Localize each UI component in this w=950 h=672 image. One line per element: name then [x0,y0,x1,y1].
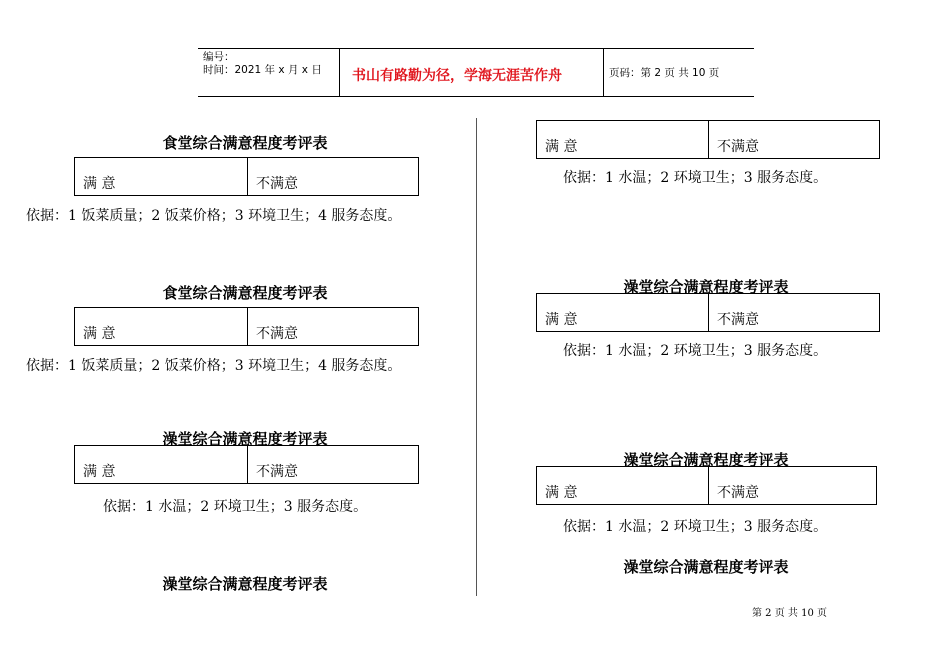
page-footer: 第 2 页 共 10 页 [752,608,827,619]
dissatisfied-label: 不满意 [717,485,759,501]
bath-form-title: 澡堂综合满意程度考评表 [623,278,789,296]
dissatisfied-option[interactable] [248,158,418,195]
dissatisfied-option[interactable] [709,294,879,331]
dissatisfied-label: 不满意 [256,326,298,342]
canteen-form-title: 食堂综合满意程度考评表 [162,284,328,302]
header-bottom-rule [198,96,754,97]
header-top-rule [198,48,754,49]
header-divider-left [339,49,340,96]
bath-rating-box [536,293,880,332]
dissatisfied-option[interactable] [709,121,879,158]
bath-basis-text: 依据：1 水温；2 环境卫生；3 服务态度。 [563,343,828,359]
dissatisfied-label: 不满意 [256,464,298,480]
bath-form-title: 澡堂综合满意程度考评表 [162,430,328,448]
satisfied-label: 满 意 [83,176,116,192]
bath-form-title: 澡堂综合满意程度考评表 [623,451,789,469]
dissatisfied-label: 不满意 [717,139,759,155]
satisfied-option[interactable] [75,158,248,195]
satisfied-option[interactable] [537,121,709,158]
dissatisfied-option[interactable] [248,446,418,483]
satisfied-label: 满 意 [83,326,116,342]
satisfied-option[interactable] [75,308,248,345]
canteen-basis-text: 依据：1 饭菜质量；2 饭菜价格；3 环境卫生；4 服务态度。 [26,358,402,374]
bath-basis-text: 依据：1 水温；2 环境卫生；3 服务态度。 [563,519,828,535]
motto-text: 书山有路勤为径，学海无涯苦作舟 [352,68,562,84]
bath-basis-text: 依据：1 水温；2 环境卫生；3 服务态度。 [103,499,368,515]
canteen-form-title: 食堂综合满意程度考评表 [162,134,328,152]
satisfied-label: 满 意 [545,312,578,328]
bath-rating-box [74,445,419,484]
header-divider-right [603,49,604,96]
page-code: 页码：第 2 页 共 10 页 [609,67,720,79]
bath-rating-box [536,466,877,505]
bath-rating-box [536,120,880,159]
satisfied-label: 满 意 [545,139,578,155]
canteen-basis-text: 依据：1 饭菜质量；2 饭菜价格；3 环境卫生；4 服务态度。 [26,208,402,224]
satisfied-option[interactable] [537,467,709,504]
bath-basis-text: 依据：1 水温；2 环境卫生；3 服务态度。 [563,170,828,186]
satisfied-option[interactable] [75,446,248,483]
satisfied-option[interactable] [537,294,709,331]
canteen-rating-box [74,157,419,196]
dissatisfied-label: 不满意 [256,176,298,192]
canteen-rating-box [74,307,419,346]
dissatisfied-label: 不满意 [717,312,759,328]
dissatisfied-option[interactable] [709,467,876,504]
satisfied-label: 满 意 [83,464,116,480]
dissatisfied-option[interactable] [248,308,418,345]
satisfied-label: 满 意 [545,485,578,501]
document-date: 时间：2021 年 x 月 x 日 [203,64,322,76]
document-number: 编号： [203,51,235,63]
column-divider [476,118,477,596]
bath-form-title: 澡堂综合满意程度考评表 [623,558,789,576]
bath-form-title: 澡堂综合满意程度考评表 [162,575,328,593]
